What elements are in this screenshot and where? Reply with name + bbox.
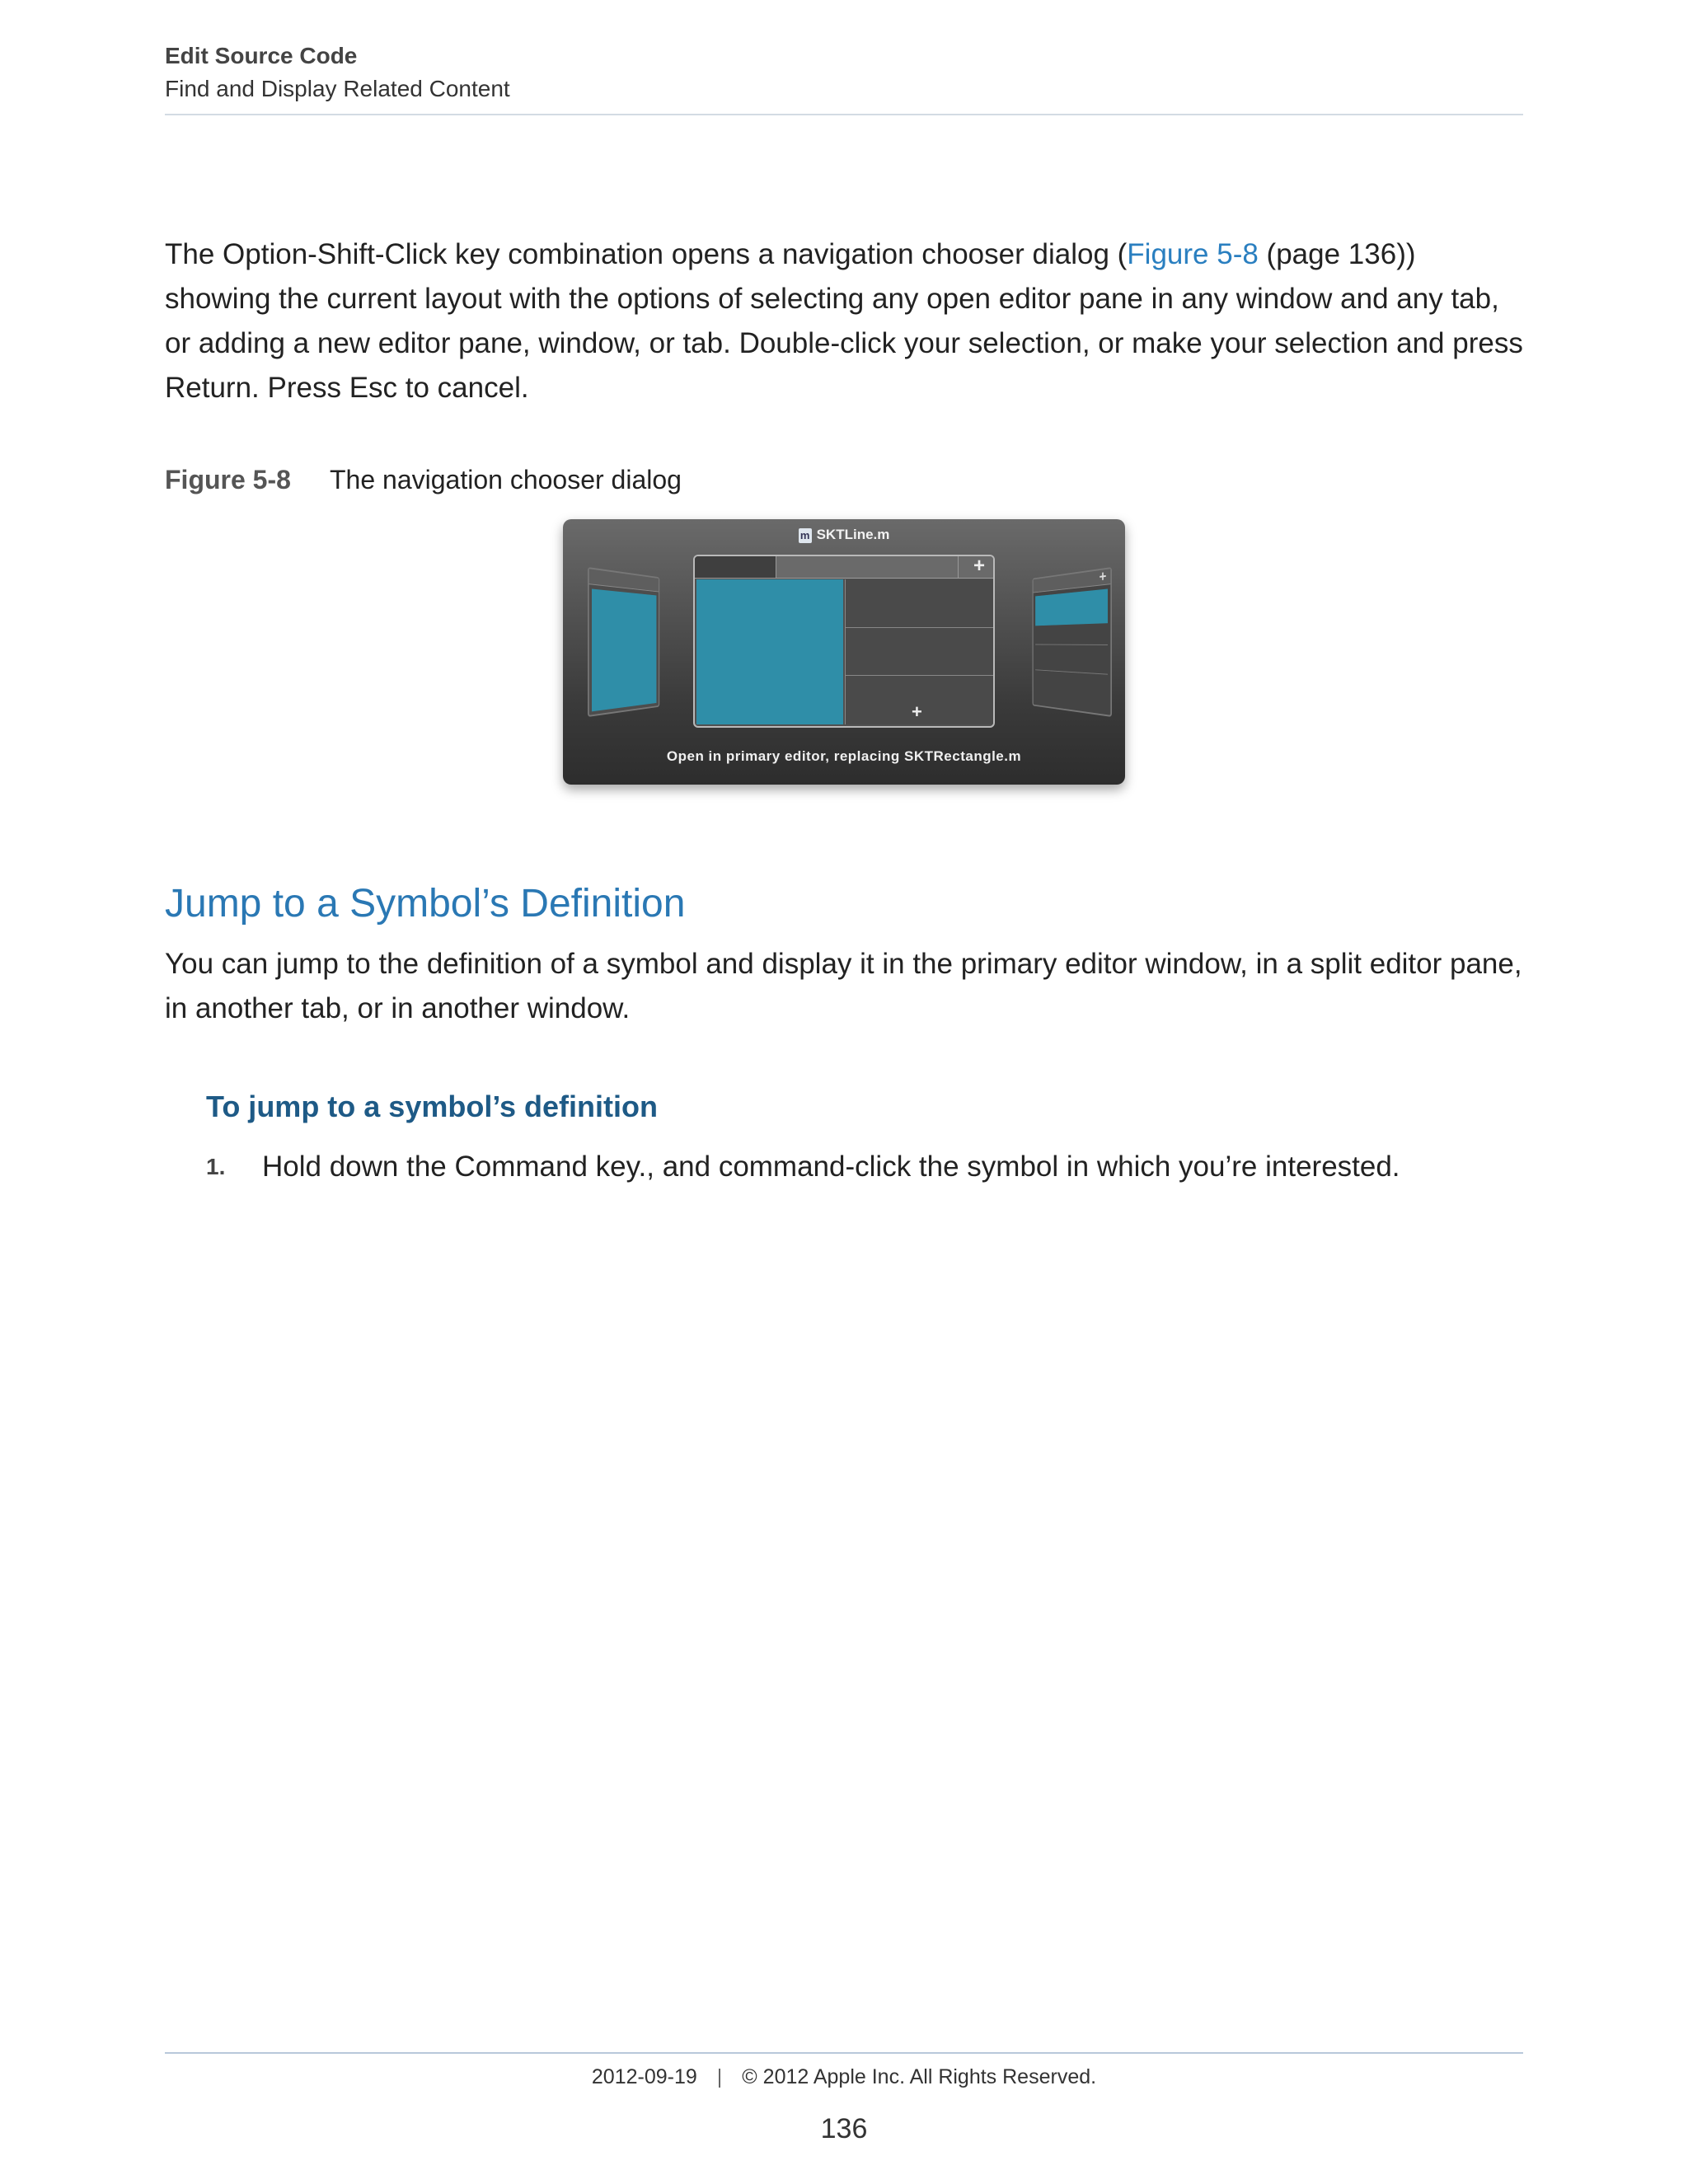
footer-divider	[165, 2052, 1523, 2054]
footer-copyright: © 2012 Apple Inc. All Rights Reserved.	[742, 2065, 1097, 2088]
figure-number: Figure 5-8	[165, 465, 291, 494]
right-window-divider	[1035, 644, 1108, 645]
section-body: You can jump to the definition of a symbol and display it in the primary editor window, in a split editor pane, in another tab, or in another window.	[165, 948, 1522, 1024]
chapter-title: Edit Source Code	[165, 43, 358, 68]
left-window-tabbar	[589, 569, 659, 592]
step-number: 1.	[206, 1154, 226, 1179]
split-editor-column[interactable]	[845, 579, 993, 724]
figure-caption-text: The navigation chooser dialog	[330, 465, 682, 494]
add-tab-icon[interactable]: +	[973, 555, 985, 577]
intro-text-start: The Option-Shift-Click key combination opens a navigation chooser dialog (	[165, 238, 1128, 270]
add-tab-icon[interactable]: +	[1099, 567, 1107, 585]
tab-separator	[958, 556, 959, 578]
dialog-status-text: Open in primary editor, replacing SKTRectangle.m	[666, 748, 1022, 764]
header-divider	[165, 114, 1523, 115]
right-window-thumbnail[interactable]	[1032, 567, 1112, 717]
active-tab[interactable]	[695, 556, 776, 578]
section-heading: Jump to a Symbol’s Definition	[165, 882, 686, 926]
figure-caption	[165, 462, 682, 498]
selected-editor-pane[interactable]	[696, 579, 843, 724]
left-window-pane[interactable]	[592, 589, 656, 712]
right-window-divider	[1035, 669, 1108, 674]
page-number: 136	[820, 2113, 868, 2144]
split-divider	[846, 627, 993, 628]
split-divider	[846, 675, 993, 676]
navigation-chooser-figure	[563, 519, 1125, 785]
current-window-thumbnail[interactable]	[693, 555, 995, 728]
footer-separator: |	[716, 2065, 723, 2088]
source-file-icon: m	[799, 528, 812, 543]
section-title: Find and Display Related Content	[165, 76, 510, 101]
dialog-title	[563, 527, 1125, 543]
task-heading: To jump to a symbol’s definition	[206, 1090, 658, 1123]
step-text: Hold down the Command key., and command-click the symbol in which you’re interested.	[262, 1151, 1400, 1183]
footer	[0, 2065, 1688, 2089]
intro-text-end: (page 136)) showing the current layout with the options of selecting any open editor pane in any window and any tab, or adding a new editor pane, window, or tab. Double-click your selection, or make your selection and press Return. Press Esc to cancel.	[165, 238, 1523, 404]
dialog-title-text: SKTLine.m	[816, 527, 890, 542]
footer-date: 2012-09-19	[591, 2065, 697, 2088]
right-window-pane[interactable]	[1035, 589, 1108, 626]
intro-paragraph	[165, 232, 1525, 410]
current-window-tabbar	[695, 556, 993, 579]
add-pane-icon[interactable]: +	[912, 701, 922, 722]
figure-link[interactable]: Figure 5-8	[1127, 238, 1259, 270]
running-header	[165, 40, 1523, 105]
navigation-chooser-dialog	[563, 519, 1125, 785]
left-window-thumbnail[interactable]	[588, 567, 659, 717]
